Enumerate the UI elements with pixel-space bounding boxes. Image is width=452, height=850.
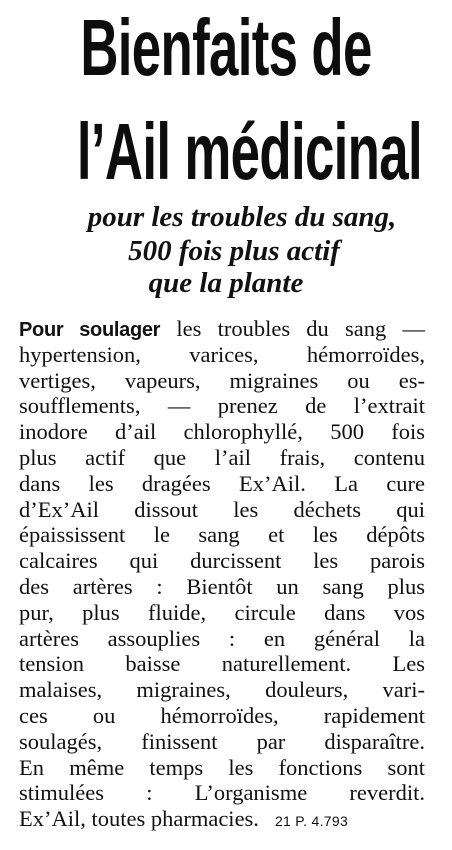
body-line: inodore d’ail chlorophyllé, 500 fois (19, 419, 425, 445)
body-line: ces ou hémorroïdes, rapidement (19, 702, 425, 728)
body-line: dans les dragées Ex’Ail. La cure (19, 470, 425, 496)
body-line: vertiges, vapeurs, migraines ou es- (19, 367, 425, 393)
body-line-text: Ex’Ail, toutes pharmacies. (19, 806, 259, 832)
body-line: des artères : Bientôt un sang plus (19, 573, 425, 599)
body-line (19, 316, 425, 342)
reference-code: 21 P. 4.793 (274, 813, 349, 830)
body-line: artères assouplies : en général la (19, 625, 425, 651)
headline-line-2: l’Ail médicinal (76, 107, 422, 196)
body-line-final (19, 806, 425, 832)
lead-phrase: Pour soulager (19, 319, 161, 341)
body-line: épaississent le sang et les dépôts (19, 522, 425, 548)
body-line: malaises, migraines, douleurs, vari- (19, 677, 425, 703)
headline-line-1: Bienfaits de (80, 3, 372, 92)
body-line: hypertension, varices, hémorroïdes, (19, 341, 425, 367)
body-line: stimulées : L’organisme reverdit. (19, 780, 425, 806)
body-line: En même temps les fonctions sont (19, 754, 425, 780)
body-text (19, 316, 425, 832)
body-line: calcaires qui durcissent les parois (19, 548, 425, 574)
body-line: plus actif que l’ail frais, contenu (19, 444, 425, 470)
subheadline-line-2: 500 fois plus actif (128, 235, 340, 267)
body-line: d’Ex’Ail dissout les déchets qui (19, 496, 425, 522)
body-line: pur, plus fluide, circule dans vos (19, 599, 425, 625)
body-line: soufflements, — prenez de l’extrait (19, 393, 425, 419)
body-line: soulagés, finissent par disparaître. (19, 728, 425, 754)
body-line-text: les troubles du sang — (160, 316, 425, 341)
subheadline-line-1: pour les troubles du sang, (87, 201, 397, 233)
body-line: tension baisse naturellement. Les (19, 651, 425, 677)
subheadline-line-3: que la plante (148, 267, 304, 299)
